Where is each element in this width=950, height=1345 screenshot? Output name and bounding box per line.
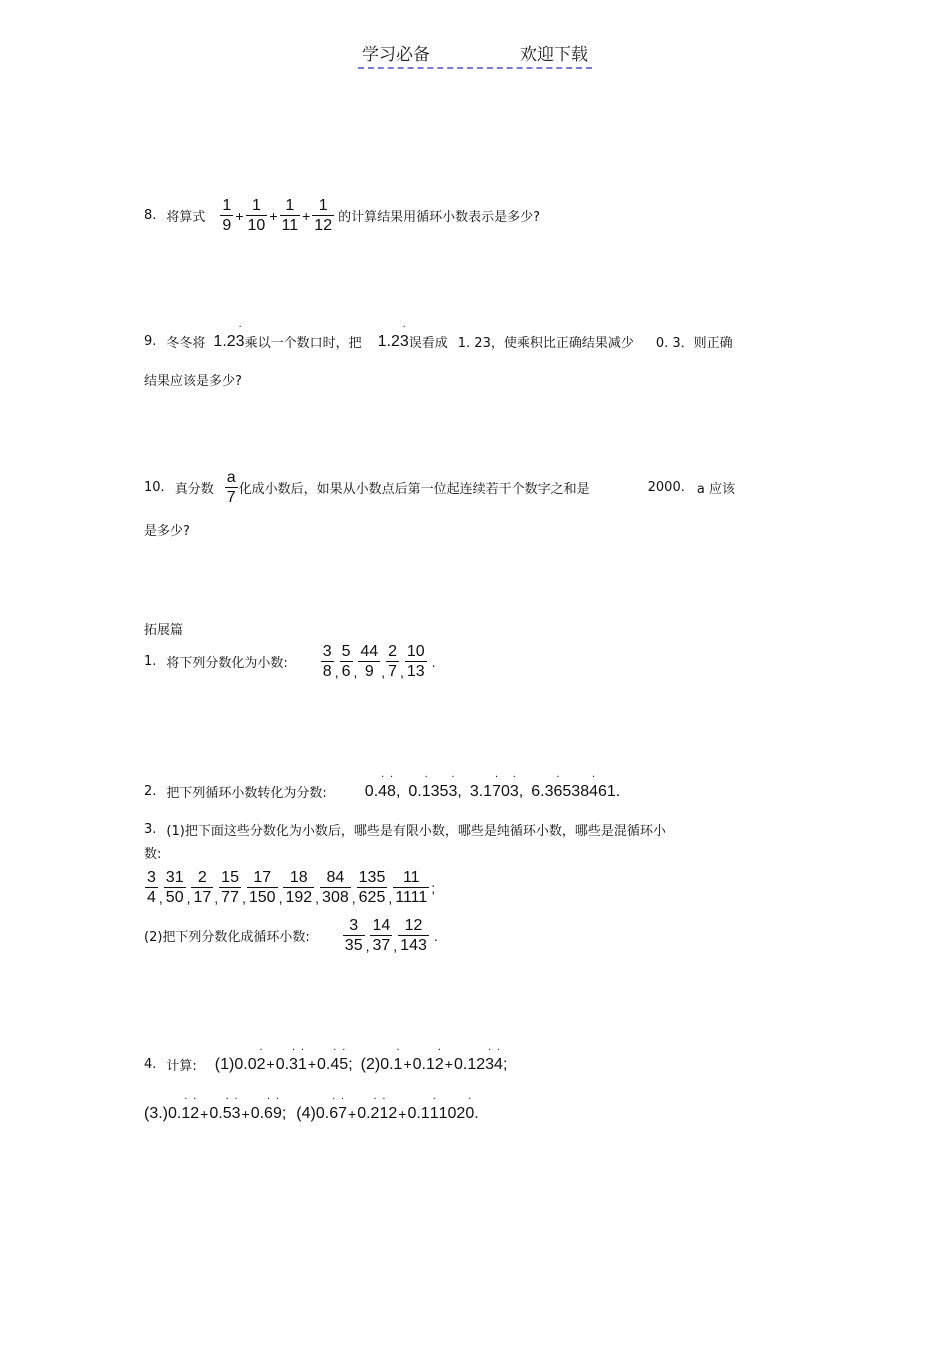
fraction: $\frac{15}{77}$: [221, 869, 239, 906]
problem-1: [144, 642, 437, 681]
calculation-4: (4)0.. 6. 7+0.. 2. 12+0.1. 1102. 0.: [296, 1105, 478, 1123]
fraction: $\frac{10}{13}$: [406, 643, 425, 680]
question-text: a 应该: [696, 482, 735, 497]
fraction: $\frac{1}{10}$: [247, 197, 266, 234]
fraction: $\frac{12}{143}$: [400, 917, 427, 954]
calculation-3: (3.)0.. 1. 2+0.. 5. 3+0.. 6. 9;: [144, 1105, 286, 1123]
comma: ,: [186, 889, 191, 906]
question-number: 2.: [144, 784, 157, 799]
repeating-decimal: 0.. 135. 3,: [408, 783, 461, 801]
problem-3-line2: 数:: [144, 847, 162, 862]
comma: ,: [315, 889, 320, 906]
page-header: [0, 40, 950, 69]
fraction: $\frac{135}{625}$: [358, 869, 386, 906]
problem-2: [144, 782, 620, 801]
fraction: $\frac{31}{50}$: [165, 869, 184, 906]
repeating-decimal: 6.3. 6538. 461.: [531, 783, 620, 801]
fraction: $\frac{1}{11}$: [281, 197, 299, 234]
repeating-decimal: 3.1. 70. 3,: [470, 783, 523, 801]
problem-3-part-2: [144, 916, 439, 955]
question-10: [144, 468, 735, 507]
repeating-decimal: 1.2. 3: [378, 333, 409, 351]
comma: ,: [334, 663, 339, 680]
fraction: $\frac{84}{308}$: [322, 869, 349, 906]
fraction: $\frac{2}{17}$: [193, 869, 212, 906]
repeating-decimal: 1.2. 3: [213, 333, 244, 351]
question-text: 2000.: [647, 480, 685, 495]
question-number: 8.: [144, 208, 157, 223]
question-text: 将算式: [166, 210, 206, 225]
comma: ,: [351, 889, 356, 906]
plus-sign: +: [269, 207, 278, 224]
question-text: (1)把下面这些分数化为小数后，哪些是有限小数，哪些是纯循环小数，哪些是混循环小: [166, 824, 666, 839]
question-text: (2)把下列分数化成循环小数:: [144, 930, 310, 945]
semicolon: ;: [431, 879, 436, 896]
question-text: 0. 3．则正确: [655, 336, 733, 351]
problem-4: [144, 1055, 507, 1074]
comma: ,: [365, 937, 370, 954]
section-title: 拓展篇: [144, 623, 184, 638]
comma: ,: [381, 663, 386, 680]
question-number: 3.: [144, 822, 157, 837]
fraction: $\frac{14}{37}$: [372, 917, 391, 954]
plus-sign: +: [302, 207, 311, 224]
fraction: $\frac{18}{192}$: [285, 869, 313, 906]
comma: ,: [353, 663, 358, 680]
question-number: 10.: [144, 480, 165, 495]
fraction: $\frac{1}{12}$: [314, 197, 333, 234]
fraction: $\frac{a}{7}$: [226, 469, 236, 506]
header-bar: [358, 40, 592, 69]
problem-4-line2: [144, 1105, 479, 1123]
question-text: 误看成: [408, 336, 448, 351]
question-text: 将下列分数化为小数:: [166, 656, 288, 671]
question-8: [144, 196, 540, 235]
period: .: [433, 927, 438, 944]
calculation-2: (2)0.. 1+0.1. 2+0.12. 3. 4;: [361, 1056, 508, 1074]
fraction-list: [144, 868, 436, 907]
question-number: 4.: [144, 1057, 157, 1072]
calculation-1: (1)0.0. 2+0.. 3. 1+0.. 4. 5;: [215, 1056, 353, 1074]
plus-sign: +: [235, 207, 244, 224]
fraction: $\frac{44}{9}$: [360, 643, 379, 680]
fraction: $\frac{3}{8}$: [322, 643, 332, 680]
comma: ,: [241, 889, 246, 906]
comma: ,: [393, 937, 398, 954]
question-text: 1. 23，使乘积比正确结果减少: [457, 336, 634, 351]
fraction: $\frac{5}{6}$: [341, 643, 351, 680]
header-right-text: 欢迎下载: [520, 45, 588, 65]
fraction: $\frac{11}{1111}$: [395, 869, 428, 906]
question-text: 的计算结果用循环小数表示是多少?: [338, 210, 540, 225]
question-9-line2: 结果应该是多少?: [144, 374, 242, 389]
question-text: 计算:: [166, 1059, 197, 1074]
question-text: 把下列循环小数转化为分数:: [166, 786, 327, 801]
header-left-text: 学习必备: [362, 45, 430, 65]
fraction: $\frac{2}{7}$: [388, 643, 397, 680]
question-text: 乘以一个数口时，把: [244, 336, 362, 351]
comma: ,: [388, 889, 393, 906]
fraction: $\frac{17}{150}$: [248, 869, 276, 906]
question-text: 真分数: [174, 482, 214, 497]
comma: ,: [278, 889, 283, 906]
question-text: 化成小数后，如果从小数点后第一位起连续若干个数字之和是: [238, 482, 590, 497]
period: .: [431, 653, 436, 670]
comma: ,: [214, 889, 219, 906]
question-9: [144, 332, 733, 351]
question-text: 冬冬将: [166, 336, 206, 351]
comma: ,: [399, 663, 404, 680]
repeating-decimal: 0.. 4. 8,: [365, 783, 401, 801]
problem-3: [144, 820, 666, 839]
question-number: 9.: [144, 334, 157, 349]
comma: ,: [158, 889, 163, 906]
fraction: $\frac{3}{35}$: [344, 917, 363, 954]
question-number: 1.: [144, 654, 157, 669]
fraction: $\frac{3}{4}$: [147, 869, 156, 906]
question-10-line2: 是多少?: [144, 524, 190, 539]
fraction: $\frac{1}{9}$: [222, 197, 232, 234]
